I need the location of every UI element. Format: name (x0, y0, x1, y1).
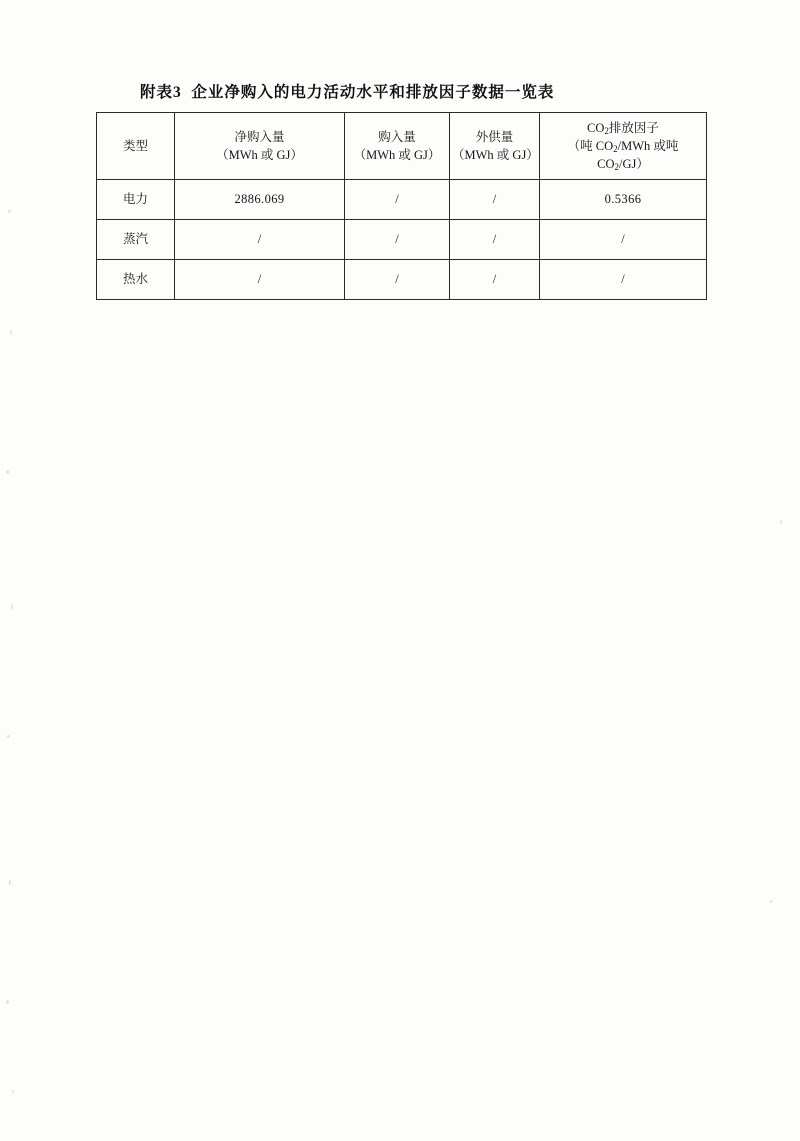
cell-hot-water-external-supply: / (450, 260, 540, 300)
table-row (97, 180, 707, 220)
cell-hot-water-emission-factor: / (540, 260, 707, 300)
title-number: 3 (173, 84, 181, 101)
cell-electricity-emission-factor: 0.5366 (540, 180, 707, 220)
column-header-type: 类型 (97, 113, 175, 180)
column-header-external-supply: 外供量 （MWh 或 GJ） (450, 113, 540, 180)
table-header-row (97, 113, 707, 180)
title-prefix: 附表 (140, 84, 174, 101)
cell-steam-external-supply: / (450, 220, 540, 260)
title-text: 企业净购入的电力活动水平和排放因子数据一览表 (191, 84, 555, 101)
column-header-purchase: 购入量 （MWh 或 GJ） (345, 113, 450, 180)
cell-hot-water-net-purchase: / (175, 260, 345, 300)
cell-steam-emission-factor: / (540, 220, 707, 260)
cell-steam-net-purchase: / (175, 220, 345, 260)
column-header-co2-emission-factor: $CO_2$排放因子 （吨 $CO_2$/MWh 或吨 $CO_2/GJ$） (540, 113, 707, 180)
cell-hot-water-purchase: / (345, 260, 450, 300)
row-label-hot-water: 热水 (97, 260, 175, 300)
column-header-net-purchase: 净购入量 （MWh 或 GJ） (175, 113, 345, 180)
table-row (97, 220, 707, 260)
document-content (96, 80, 706, 300)
page-title (140, 80, 706, 102)
table-row (97, 260, 707, 300)
cell-electricity-net-purchase: 2886.069 (175, 180, 345, 220)
row-label-electricity: 电力 (97, 180, 175, 220)
electricity-activity-data-table (96, 112, 707, 300)
row-label-steam: 蒸汽 (97, 220, 175, 260)
cell-electricity-external-supply: / (450, 180, 540, 220)
cell-steam-purchase: / (345, 220, 450, 260)
cell-electricity-purchase: / (345, 180, 450, 220)
